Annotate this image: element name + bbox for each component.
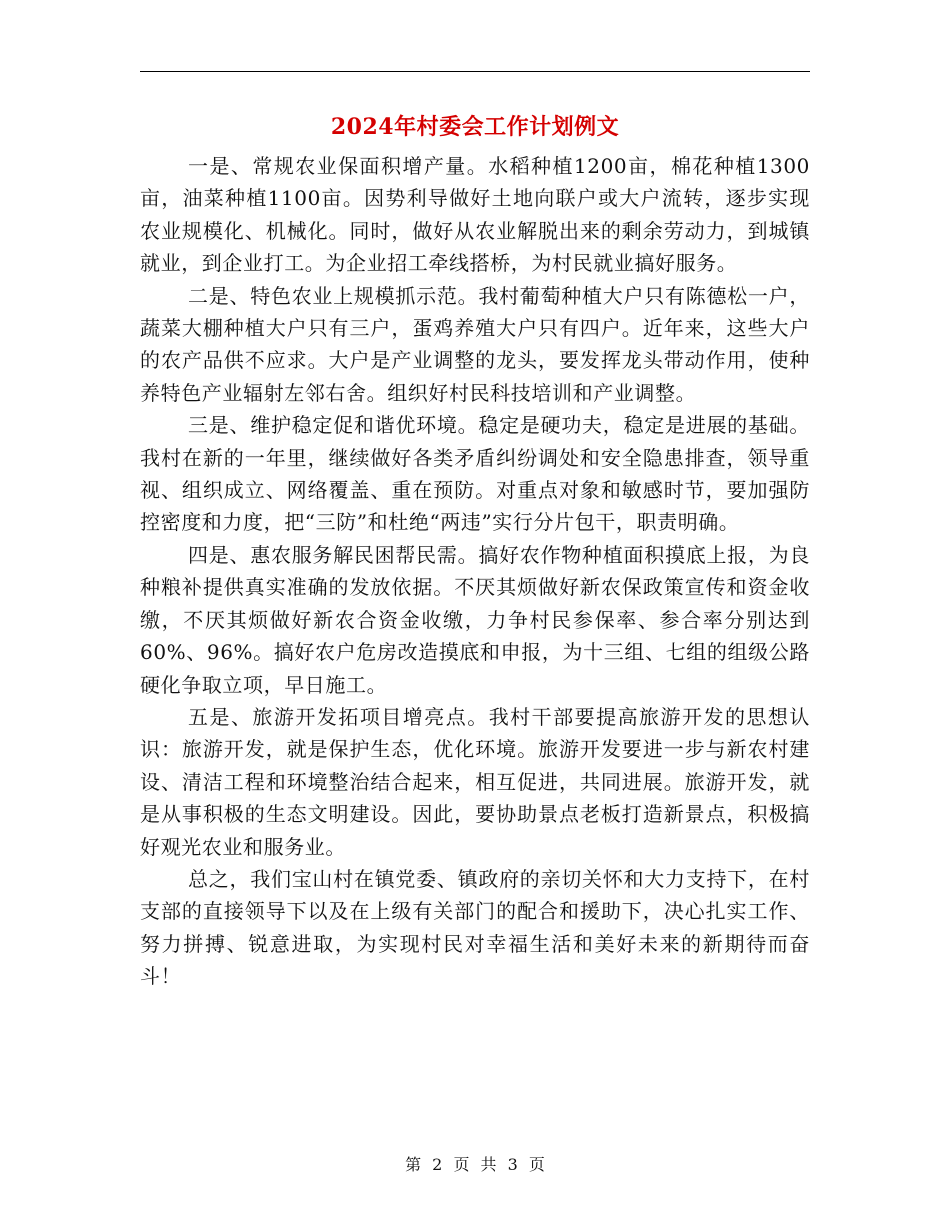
page-number-footer: 第 2 页 共 3 页 [405, 1155, 545, 1174]
paragraph-3: 三是、维护稳定促和谐优环境。稳定是硬功夫，稳定是进展的基础。我村在新的一年里，继续做好各类矛盾纠纷调处和安全隐患排查，领导重视、组织成立、网络覆盖、重在预防。对重点对象和敏感时节，要加强防控密度和力度，把“三防”和杜绝“两违”实行分片包干，职责明确。 [140, 413, 810, 535]
paragraph-6: 总之，我们宝山村在镇党委、镇政府的亲切关怀和大力支持下，在村支部的直接领导下以及在上级有关部门的配合和援助下，决心扎实工作、努力拼搏、锐意进取，为实现村民对幸福生活和美好未来的新期待而奋斗！ [140, 866, 810, 989]
paragraph-2: 二是、特色农业上规模抓示范。我村葡萄种植大户只有陈德松一户，蔬菜大棚种植大户只有三户，蛋鸡养殖大户只有四户。近年来，这些大户的农产品供不应求。大户是产业调整的龙头，要发挥龙头带动作用，使种养特色产业辐射左邻右舍。组织好村民科技培训和产业调整。 [140, 283, 810, 405]
document-title: 2024年村委会工作计划例文 [330, 114, 620, 140]
document-body [140, 150, 810, 993]
paragraph-1: 一是、常规农业保面积增产量。水稻种植1200亩，棉花种植1300亩，油菜种植1100亩。因势利导做好土地向联户或大户流转，逐步实现农业规模化、机械化。同时，做好从农业解脱出来的剩余劳动力，到城镇就业，到企业打工。为企业招工牵线搭桥，为村民就业搞好服务。 [140, 154, 810, 276]
paragraph-4: 四是、惠农服务解民困帮民需。搞好农作物种植面积摸底上报，为良种粮补提供真实准确的发放依据。不厌其烦做好新农保政策宣传和资金收缴，不厌其烦做好新农合资金收缴，力争村民参保率、参合率分别达到60%、96%。搞好农户危房改造摸底和申报，为十三组、七组的组级公路硬化争取立项，早日施工。 [140, 542, 810, 697]
header-rule [140, 71, 810, 72]
paragraph-5: 五是、旅游开发拓项目增亮点。我村干部要提高旅游开发的思想认识：旅游开发，就是保护生态，优化环境。旅游开发要进一步与新农村建设、清洁工程和环境整治结合起来，相互促进，共同进展。旅游开发，就是从事积极的生态文明建设。因此，要协助景点老板打造新景点，积极搞好观光农业和服务业。 [140, 704, 810, 859]
